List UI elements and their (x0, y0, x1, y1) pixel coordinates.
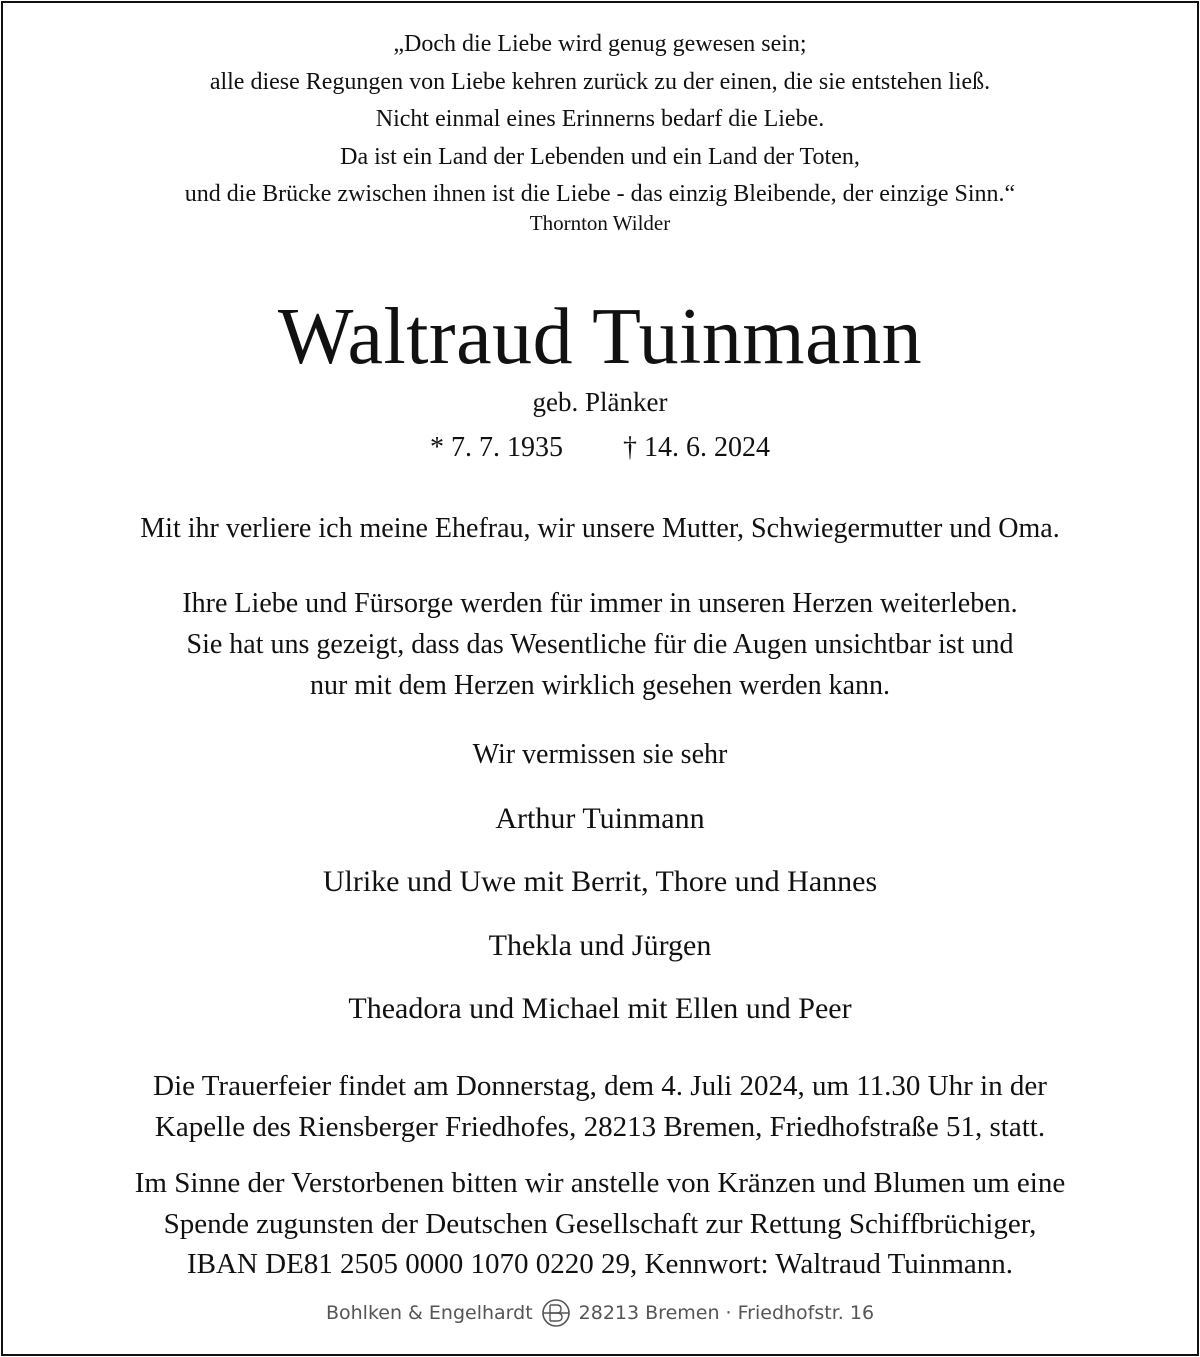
loss-statement (0, 508, 1200, 549)
memory-line: Ihre Liebe und Fürsorge werden für immer in unseren Herzen weiterleben. (182, 588, 1018, 619)
quote-line: alle diese Regungen von Liebe kehren zurück zu der einen, die sie entstehen ließ. (209, 68, 991, 95)
family-member: Theadora und Michael mit Ellen und Peer (348, 992, 852, 1025)
quote-author: Thornton Wilder (529, 211, 671, 235)
birth-date: * 7. 7. 1935 (430, 432, 563, 463)
loss-line: Mit ihr verliere ich meine Ehefrau, wir unsere Mutter, Schwiegermutter und Oma. (140, 513, 1060, 544)
family-member: Thekla und Jürgen (488, 929, 712, 962)
memory-line: nur mit dem Herzen wirklich gesehen werden kann. (309, 670, 890, 701)
memory-paragraph (0, 583, 1200, 706)
miss-line: Wir vermissen sie sehr (472, 739, 728, 770)
quote-line: Da ist ein Land der Lebenden und ein Land der Toten, (340, 143, 860, 170)
miss-statement (0, 734, 1200, 775)
life-dates (0, 428, 1200, 468)
donation-line: Spende zugunsten der Deutschen Gesellschaft zur Rettung Schiffbrüchiger, (163, 1207, 1037, 1240)
ceremony-info (0, 1066, 1200, 1147)
donation-line: IBAN DE81 2505 0000 1070 0220 29, Kennwort: Waltraud Tuinmann. (186, 1248, 1014, 1280)
company-name: Bohlken & Engelhardt (325, 1302, 533, 1324)
family-member: Ulrike und Uwe mit Berrit, Thore und Hannes (322, 865, 878, 898)
family-member: Arthur Tuinmann (495, 802, 705, 835)
maiden-name: geb. Plänker (532, 387, 668, 417)
death-date: † 14. 6. 2024 (623, 432, 770, 463)
donation-line: Im Sinne der Verstorbenen bitten wir anstelle von Kränzen und Blumen um eine (134, 1167, 1066, 1199)
deceased-name: Waltraud Tuinmann (277, 293, 923, 381)
quote (0, 26, 1200, 214)
funeral-home-footer (0, 1296, 1200, 1330)
quote-line: „Doch die Liebe wird genug gewesen sein; (393, 31, 807, 57)
quote-line: Nicht einmal eines Erinnerns bedarf die Liebe. (375, 106, 825, 132)
ceremony-line: Kapelle des Riensberger Friedhofes, 28213 Bremen, Friedhofstraße 51, statt. (154, 1110, 1046, 1143)
donation-request (0, 1163, 1200, 1285)
memory-line: Sie hat uns gezeigt, dass das Wesentliche für die Augen unsichtbar ist und (186, 629, 1014, 660)
ceremony-line: Die Trauerfeier findet am Donnerstag, dem 4. Juli 2024, um 11.30 Uhr in der (153, 1070, 1047, 1102)
quote-line: und die Brücke zwischen ihnen ist die Liebe - das einzig Bleibende, der einzige Sinn.“ (184, 181, 1016, 207)
company-address: 28213 Bremen · Friedhofstr. 16 (578, 1302, 875, 1324)
be-monogram-logo-icon (541, 1298, 571, 1328)
